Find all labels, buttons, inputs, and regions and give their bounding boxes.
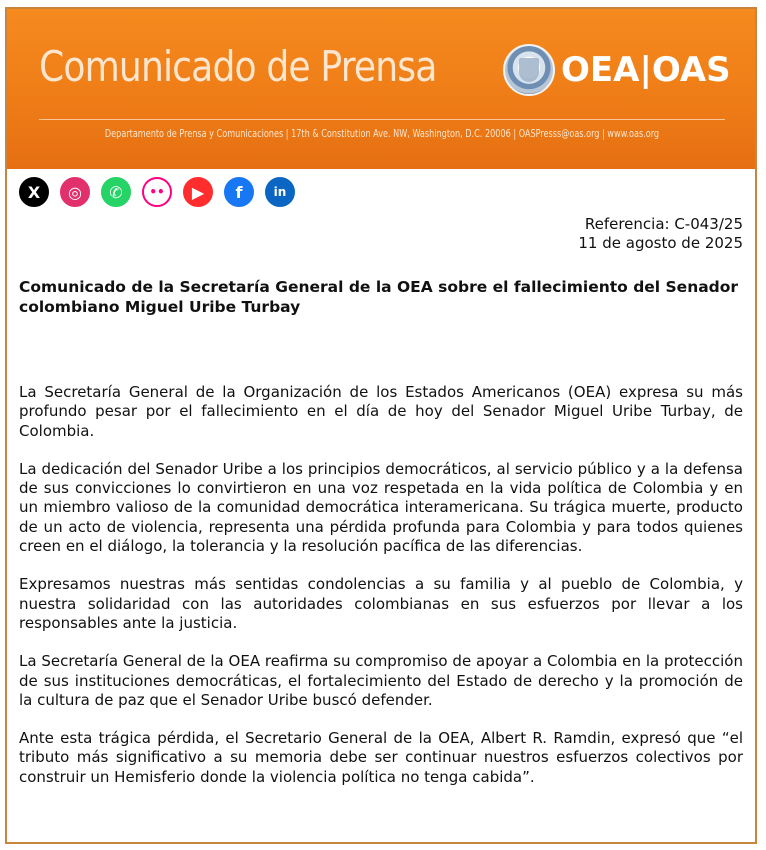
- oea-logo[interactable]: [503, 42, 731, 98]
- youtube-icon[interactable]: ▶: [183, 177, 213, 207]
- reference-date: 11 de agosto de 2025: [578, 234, 743, 252]
- facebook-icon[interactable]: f: [224, 177, 254, 207]
- instagram-icon[interactable]: ◎: [60, 177, 90, 207]
- logo-text: OEA|OAS: [561, 50, 731, 90]
- linkedin-icon[interactable]: in: [265, 177, 295, 207]
- x-icon[interactable]: X: [19, 177, 49, 207]
- whatsapp-icon[interactable]: ✆: [101, 177, 131, 207]
- banner-divider: [39, 119, 725, 120]
- body-text: [19, 383, 743, 806]
- paragraph: Expresamos nuestras más sentidas condolencias a su familia y al pueblo de Colombia, y nuestra solidaridad con las autoridades colombianas en sus esfuerzos por llevar a los responsables ante la justicia.: [19, 575, 743, 632]
- press-release-frame: [5, 7, 757, 844]
- banner-title: Comunicado de Prensa: [39, 42, 437, 91]
- paragraph: La dedicación del Senador Uribe a los principios democráticos, al servicio público y a la defensa de sus convicciones lo convirtieron en una voz respetada en la vida política de Colombia y en un miembro valioso de la comunidad democrática interamericana. Su trágica muerte, producto de un acto de violencia, representa una pérdida profunda para Colombia y para todos quienes creen en el diálogo, la tolerancia y la resolución pacífica de las diferencias.: [19, 459, 743, 556]
- paragraph: La Secretaría General de la Organización de los Estados Americanos (OEA) expresa su más profundo pesar por el fallecimiento en el día de hoy del Senador Miguel Uribe Turbay, de Colombia.: [19, 383, 743, 440]
- paragraph: La Secretaría General de la OEA reafirma su compromiso de apoyar a Colombia en la protección de sus instituciones democráticas, el fortalecimiento del Estado de derecho y la promoción de la cultura de paz que el Senador Uribe buscó defender.: [19, 652, 743, 709]
- reference-block: [578, 215, 743, 253]
- reference-code: Referencia: C-043/25: [584, 215, 743, 233]
- oea-seal-icon: [503, 44, 555, 96]
- headline: Comunicado de la Secretaría General de la OEA sobre el fallecimiento del Senador colombiano Miguel Uribe Turbay: [19, 278, 739, 316]
- social-links: [19, 177, 295, 207]
- banner-contact-line: Departamento de Prensa y Comunicaciones | 17th & Constitution Ave. NW, Washington, D.C. 20006 | OASPresss@oas.org | www.oas.org: [104, 128, 660, 140]
- flickr-icon[interactable]: ••: [142, 177, 172, 207]
- paragraph: Ante esta trágica pérdida, el Secretario General de la OEA, Albert R. Ramdin, expresó que “el tributo más significativo a su memoria debe ser continuar nuestros esfuerzos colectivos por construir un Hemisferio donde la violencia política no tenga cabida”.: [19, 729, 743, 786]
- header-banner: [7, 9, 755, 169]
